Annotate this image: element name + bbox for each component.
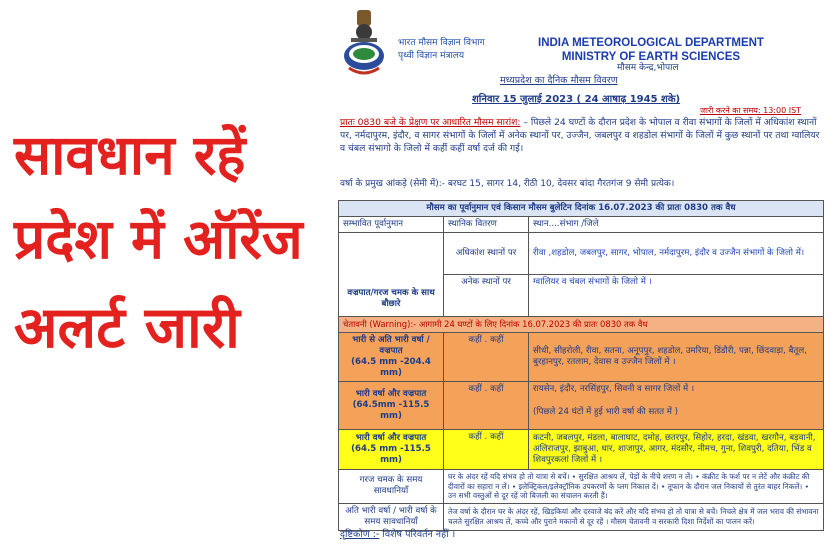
warning-type-1-label: भारी से अति भारी वर्षा /वज्रपात [352,335,430,356]
outlook [340,527,455,540]
warning-places-1: सीधी, सीहरोली, रीवा, सतना, अनूपपुर, शहडोल, उमरिया, डिंडौरी, पन्ना, छिंदवाड़ा, बैतूल, बुरहानपुर, रतलाम, देवास व उज्जैन जिलों में । [529,333,824,382]
report-title: मध्यप्रदेश का दैनिक मौसम विवरण [500,75,618,86]
precaution-text-1: घर के अंदर रहें यदि संभव हो तो यात्रा से बचें। • सुरक्षित आश्रय लें, पेड़ों के नीचे शरण न लें। • कंक्रीट के फर्श पर न लेटें और कंक्रीट की दीवारों का सहारा न लें। • इलेक्ट्रिकल/इलेक्ट्रॉनिक उपकरणों के प्लग निकाल दें। • तूफान के दौरान जल निकायों से तुरंत बाहर निकलें। • उन सभी वस्तुओं से दूर रहें जो बिजली का संचालन करती हैं। [444,470,824,504]
summary-heading: प्रातः 0830 बजे के प्रेक्षण पर आधारित मौसम सारांश: [340,117,521,128]
precaution-text-2: तेज वर्षा के दौरान घर के अंदर रहें, खिड़कियां और दरवाजे बंद करें और यदि संभव हो तो यात्रा से बचें। निचले क्षेत्र में जल भराव की संभावना चलते सुरक्षित आश्रय लें, कच्चे और पुराने मकानों से दूर रहें । मौसम चेतावनी व सरकारी दिशा निर्देशों का पालन करें। [444,503,824,530]
outlook-text: विशेष परिवर्तन नहीं । [382,529,456,540]
warning-type-1-range: (64.5 mm -204.4 mm) [351,357,431,378]
forecast-table-title: मौसम का पूर्वानुमान एवं किसान मौसम बुलेटिन दिनांक 16.07.2023 की प्रातः 0830 तक वैध [339,201,824,217]
forecast-places-2: ग्वालियर व चंबल संभागों के जिलो में । [529,275,824,317]
headline-line-1: सावधान रहें [14,123,246,187]
forecast-phenomenon: वज्रपात/गरज चमक के साथ बौछारे [339,233,444,317]
org-hindi-line-2: पृथ्वी विज्ञान मंत्रालय [398,51,465,61]
precaution-label-2: अति भारी वर्षा / भारी वर्षा के समय सावधानियाँ [339,503,444,530]
report-date: शनिवार 15 जुलाई 2023 ( 24 आषाढ़ 1945 शके) [472,94,681,105]
warning-places-3: कटनी, जबलपुर, मंडला, बालाघाट, दमोह, छतरपुर, सिहोर, हरदा, खंडवा, खरगौन, बड़वानी, अलिराजपुर, झाबुआ, धार, शाजापुर, आगर, मंदसौर, नीमच, गुना, शिवपुरी, दतिया, भिंड व शिवपुरकलां जिलों में । [529,430,824,470]
headline-line-2: प्रदेश में ऑरेंज [14,207,303,271]
forecast-distribution-1: अधिकांश स्थानों पर [444,233,529,275]
warning-type-3-label: भारी वर्षा और वज्रपात [355,433,427,443]
col-header-forecast: सम्भावित पूर्वानुमान [339,217,444,233]
forecast-places-1: रीवा ,शहडोल, जबलपुर, सागर, भोपाल, नर्मदापुरम, इंदौर व उज्जैन संभागों के जिलो में। [529,233,824,275]
warning-type-3 [339,430,444,470]
headline-panel [0,0,335,547]
warning-type-2-label: भारी वर्षा और वज्रपात [355,389,427,399]
org-en-line-2: MINISTRY OF EARTH SCIENCES [561,51,741,63]
warning-type-2 [339,382,444,430]
forecast-distribution-2: अनेक स्थानों पर [444,275,529,317]
office-name: मौसम केन्द्र,भोपाल [617,63,679,73]
warning-distribution-1: कहीं . कहीं [444,333,529,382]
warning-distribution-2: कहीं . कहीं [444,382,529,430]
state-emblem-icon [343,8,385,78]
col-header-places: स्थान....संभाग /जिले [529,217,824,233]
rainfall-figures: वर्षा के प्रमुख आंकड़े (सेमी में):- बरघट 15, सागर 14, रीठी 10, देवसर बांदा गैरतगंज 9 सेमी प्रत्येक। [340,179,675,189]
org-en-line-1: INDIA METEOROLOGICAL DEPARTMENT [538,37,764,49]
headline-line-3: अलर्ट जारी [14,295,240,361]
col-header-distribution: स्थानिक वितरण [444,217,529,233]
weather-summary [340,116,822,155]
warning-places-2 [529,382,824,430]
warning-title: चेतावनी (Warning):- आगामी 24 घण्टों के लिए दिनांक 16.07.2023 की प्रातः 0830 तक वैध [339,317,824,333]
warning-places-2-text: रायसेन, इंदौर, नरसिंहपुर, सिवनी व सागर जिलों में । [533,384,695,394]
summary-text: – पिछले 24 घण्टों के दौरान प्रदेश के भोपाल व रीवा संभागों के जिलों में अधिकांश स्थानों पर, नर्मदापुरम, इंदौर, व सागर संभागों के जिलों में अनेक स्थानों पर, उज्जैन, जबलपुर व शहडोल संभागों के जिलों में कुछ स्थानों पर तथा ग्वालियर व चंबल संभागो के जिलो में कहीं कहीं वर्षा दर्ज की गई। [340,117,820,154]
warning-places-2-note: (पिछले 24 घंटों में हुई भारी वर्षा की सतत में ) [533,407,679,417]
warning-type-1 [339,333,444,382]
org-name-hindi [398,37,485,63]
org-hindi-line-1: भारत मौसम विज्ञान विभाग [398,38,485,48]
outlook-label: दृष्टिकोण :- [340,529,380,540]
precaution-label-1: गरज चमक के समय सावधानियाँ [339,470,444,504]
issue-time: जारी करने का समय: 13:00 IST [700,106,802,115]
forecast-table [338,200,824,531]
warning-type-3-range: (64.5 mm -115.5 mm) [351,444,431,465]
warning-distribution-3: कहीं . कहीं [444,430,529,470]
warning-type-2-range: (64.5mm -115.5 mm) [352,400,430,421]
